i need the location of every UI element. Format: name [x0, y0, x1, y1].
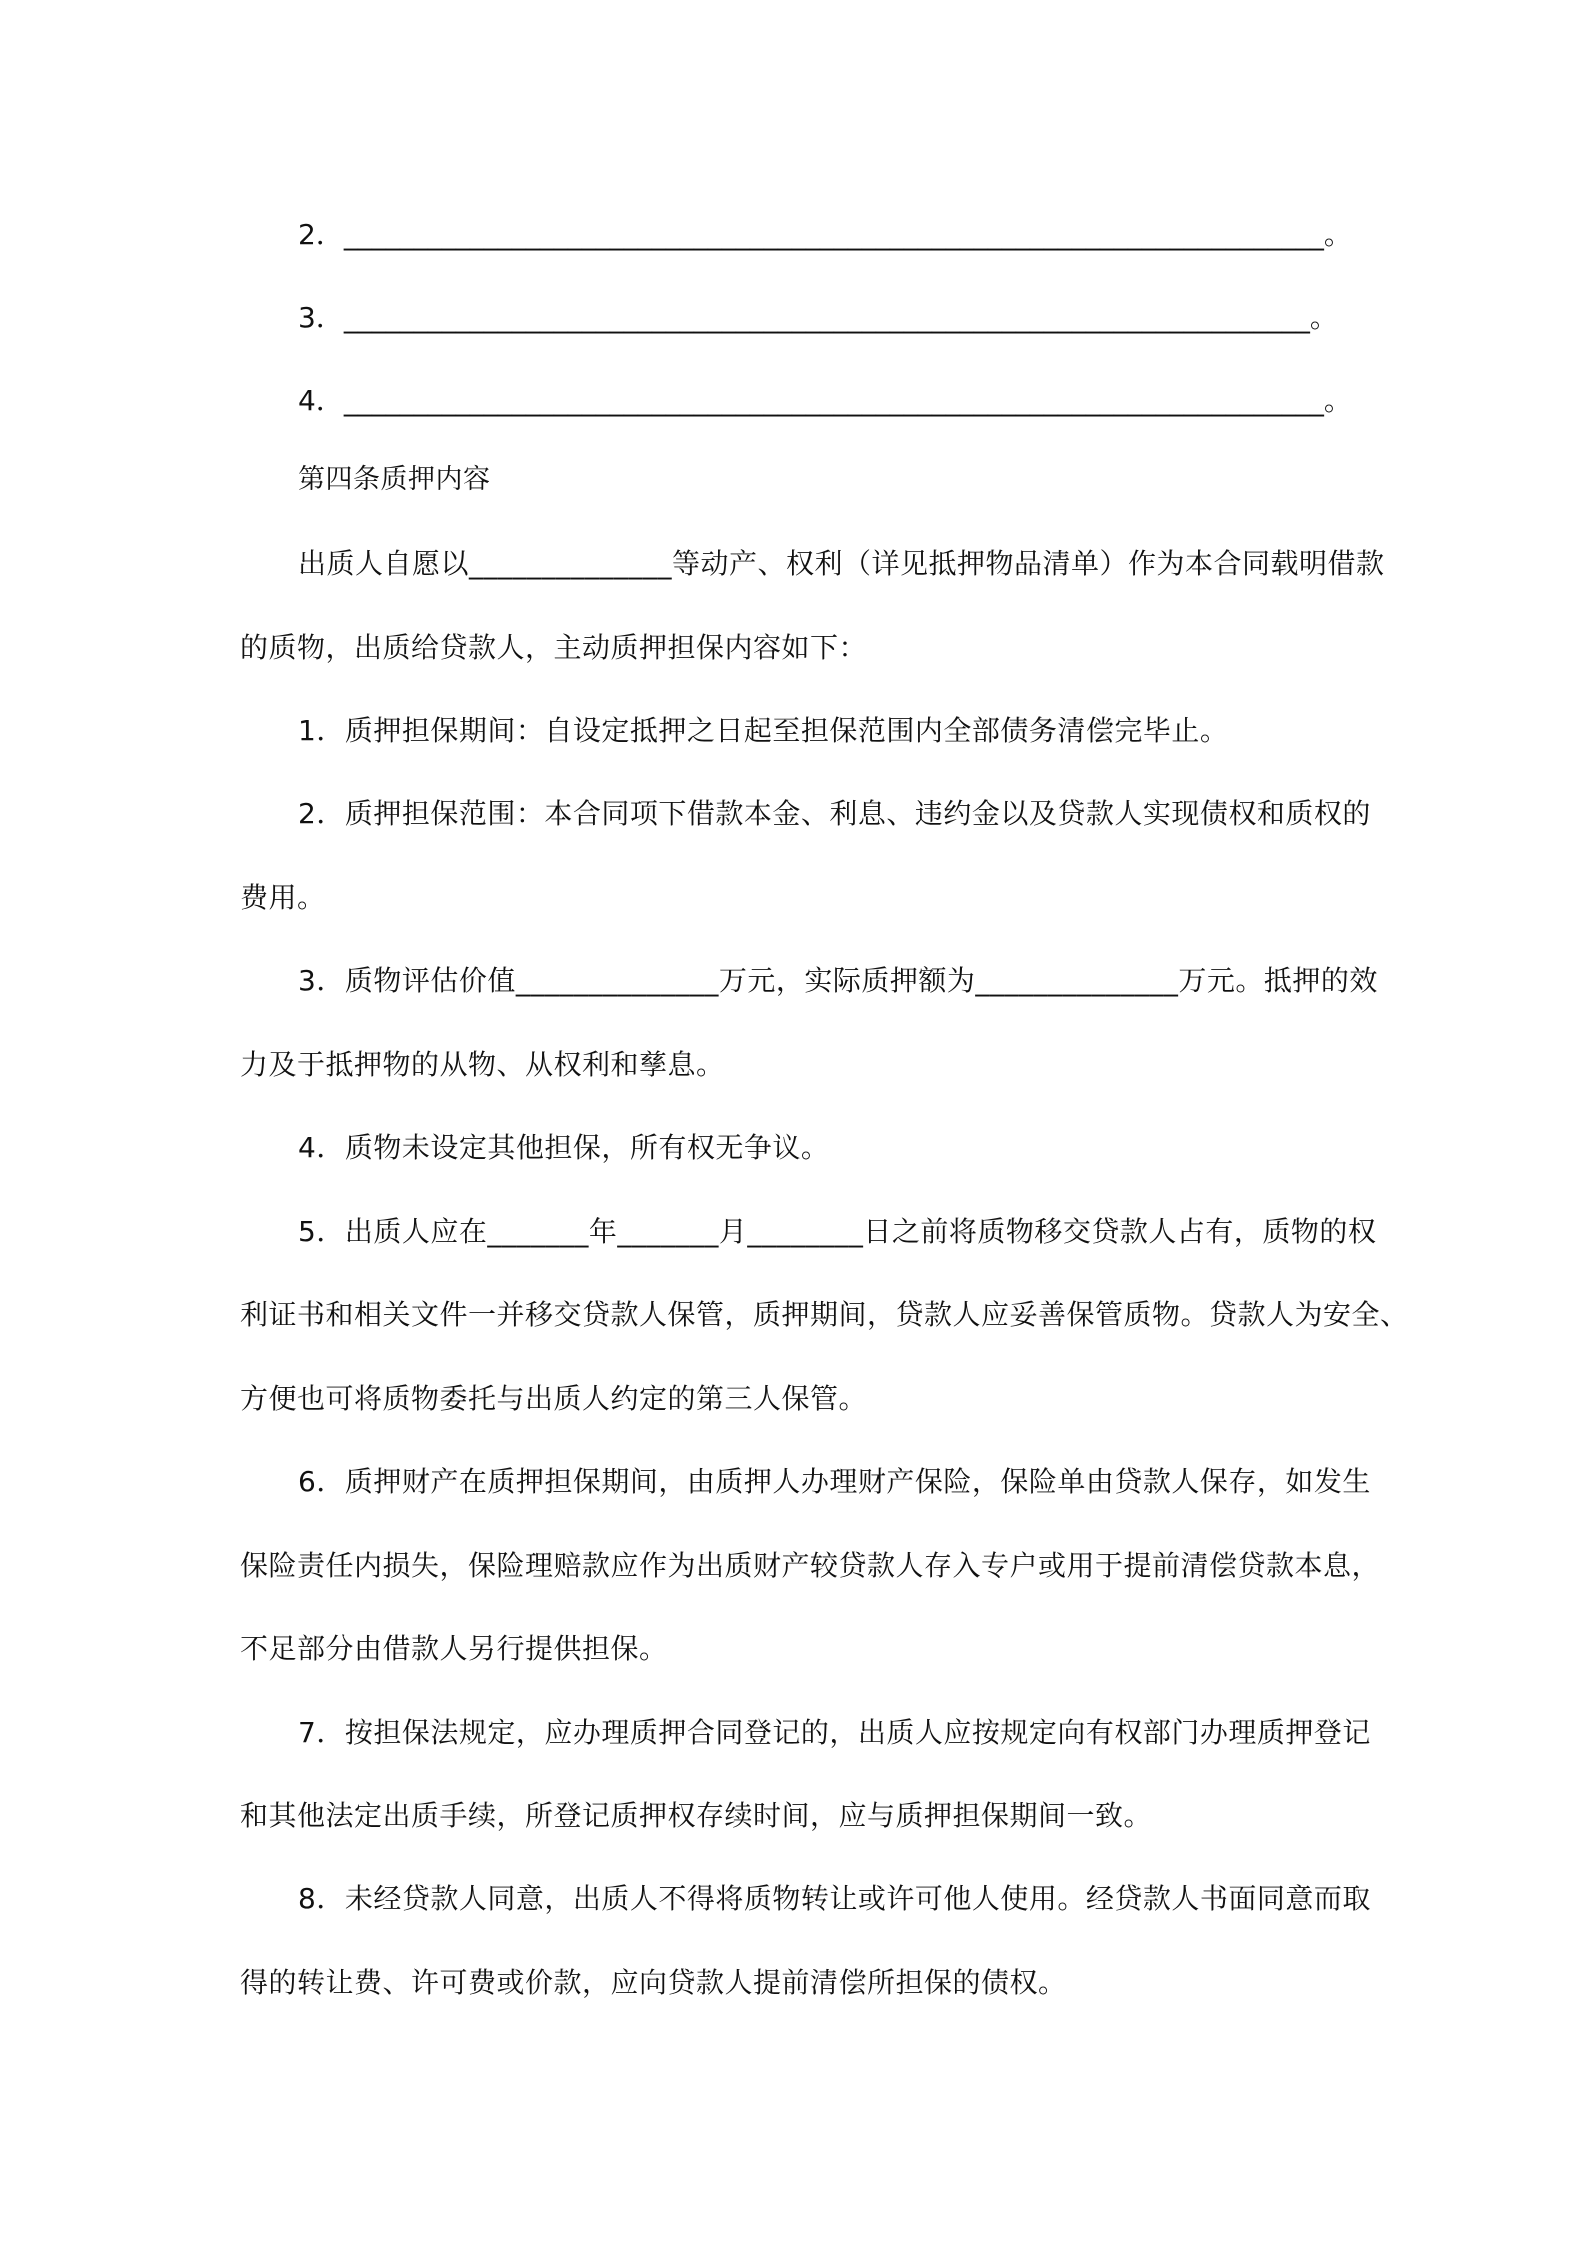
paragraph-line: 8．未经贷款人同意，出质人不得将质物转让或许可他人使用。经贷款人书面同意而取	[298, 1882, 1371, 1915]
paragraph-line: 不足部分由借款人另行提供担保。	[240, 1632, 668, 1665]
paragraph-line: 5．出质人应在_______年_______月________日之前将质物移交贷款人占有，质物的权	[298, 1215, 1377, 1248]
paragraph-line: 3．质物评估价值______________万元，实际质押额为______________万元。抵押的效	[298, 964, 1378, 997]
article-heading: 第四条质押内容	[298, 464, 491, 495]
paragraph-line: 1．质押担保期间：自设定抵押之日起至担保范围内全部债务清偿完毕止。	[298, 714, 1229, 747]
list-item-4: 4．______________________________________________________________________。	[298, 384, 1352, 417]
paragraph-line: 和其他法定出质手续，所登记质押权存续时间，应与质押担保期间一致。	[240, 1799, 1153, 1832]
paragraph-line: 7．按担保法规定，应办理质押合同登记的，出质人应按规定向有权部门办理质押登记	[298, 1716, 1371, 1749]
list-item-3: 3．_____________________________________________________________________。	[298, 301, 1338, 334]
paragraph-line: 费用。	[240, 881, 326, 914]
paragraph-line: 保险责任内损失，保险理赔款应作为出质财产较贷款人存入专户或用于提前清偿贷款本息，	[240, 1549, 1381, 1582]
list-item-2: 2．______________________________________________________________________。	[298, 218, 1352, 251]
paragraph-line: 4．质物未设定其他担保，所有权无争议。	[298, 1131, 830, 1164]
paragraph-line: 力及于抵押物的从物、从权利和孳息。	[240, 1048, 725, 1081]
paragraph-line: 利证书和相关文件一并移交贷款人保管，质押期间，贷款人应妥善保管质物。贷款人为安全、	[240, 1298, 1409, 1331]
paragraph-line: 的质物，出质给贷款人，主动质押担保内容如下：	[240, 631, 868, 664]
paragraph-line: 6．质押财产在质押担保期间，由质押人办理财产保险，保险单由贷款人保存，如发生	[298, 1465, 1371, 1498]
paragraph-line: 出质人自愿以______________等动产、权利（详见抵押物品清单）作为本合同载明借款	[298, 547, 1385, 580]
paragraph-line: 2．质押担保范围：本合同项下借款本金、利息、违约金以及贷款人实现债权和质权的	[298, 797, 1371, 830]
paragraph-line: 得的转让费、许可费或价款，应向贷款人提前清偿所担保的债权。	[240, 1966, 1067, 1999]
paragraph-line: 方便也可将质物委托与出质人约定的第三人保管。	[240, 1382, 868, 1415]
